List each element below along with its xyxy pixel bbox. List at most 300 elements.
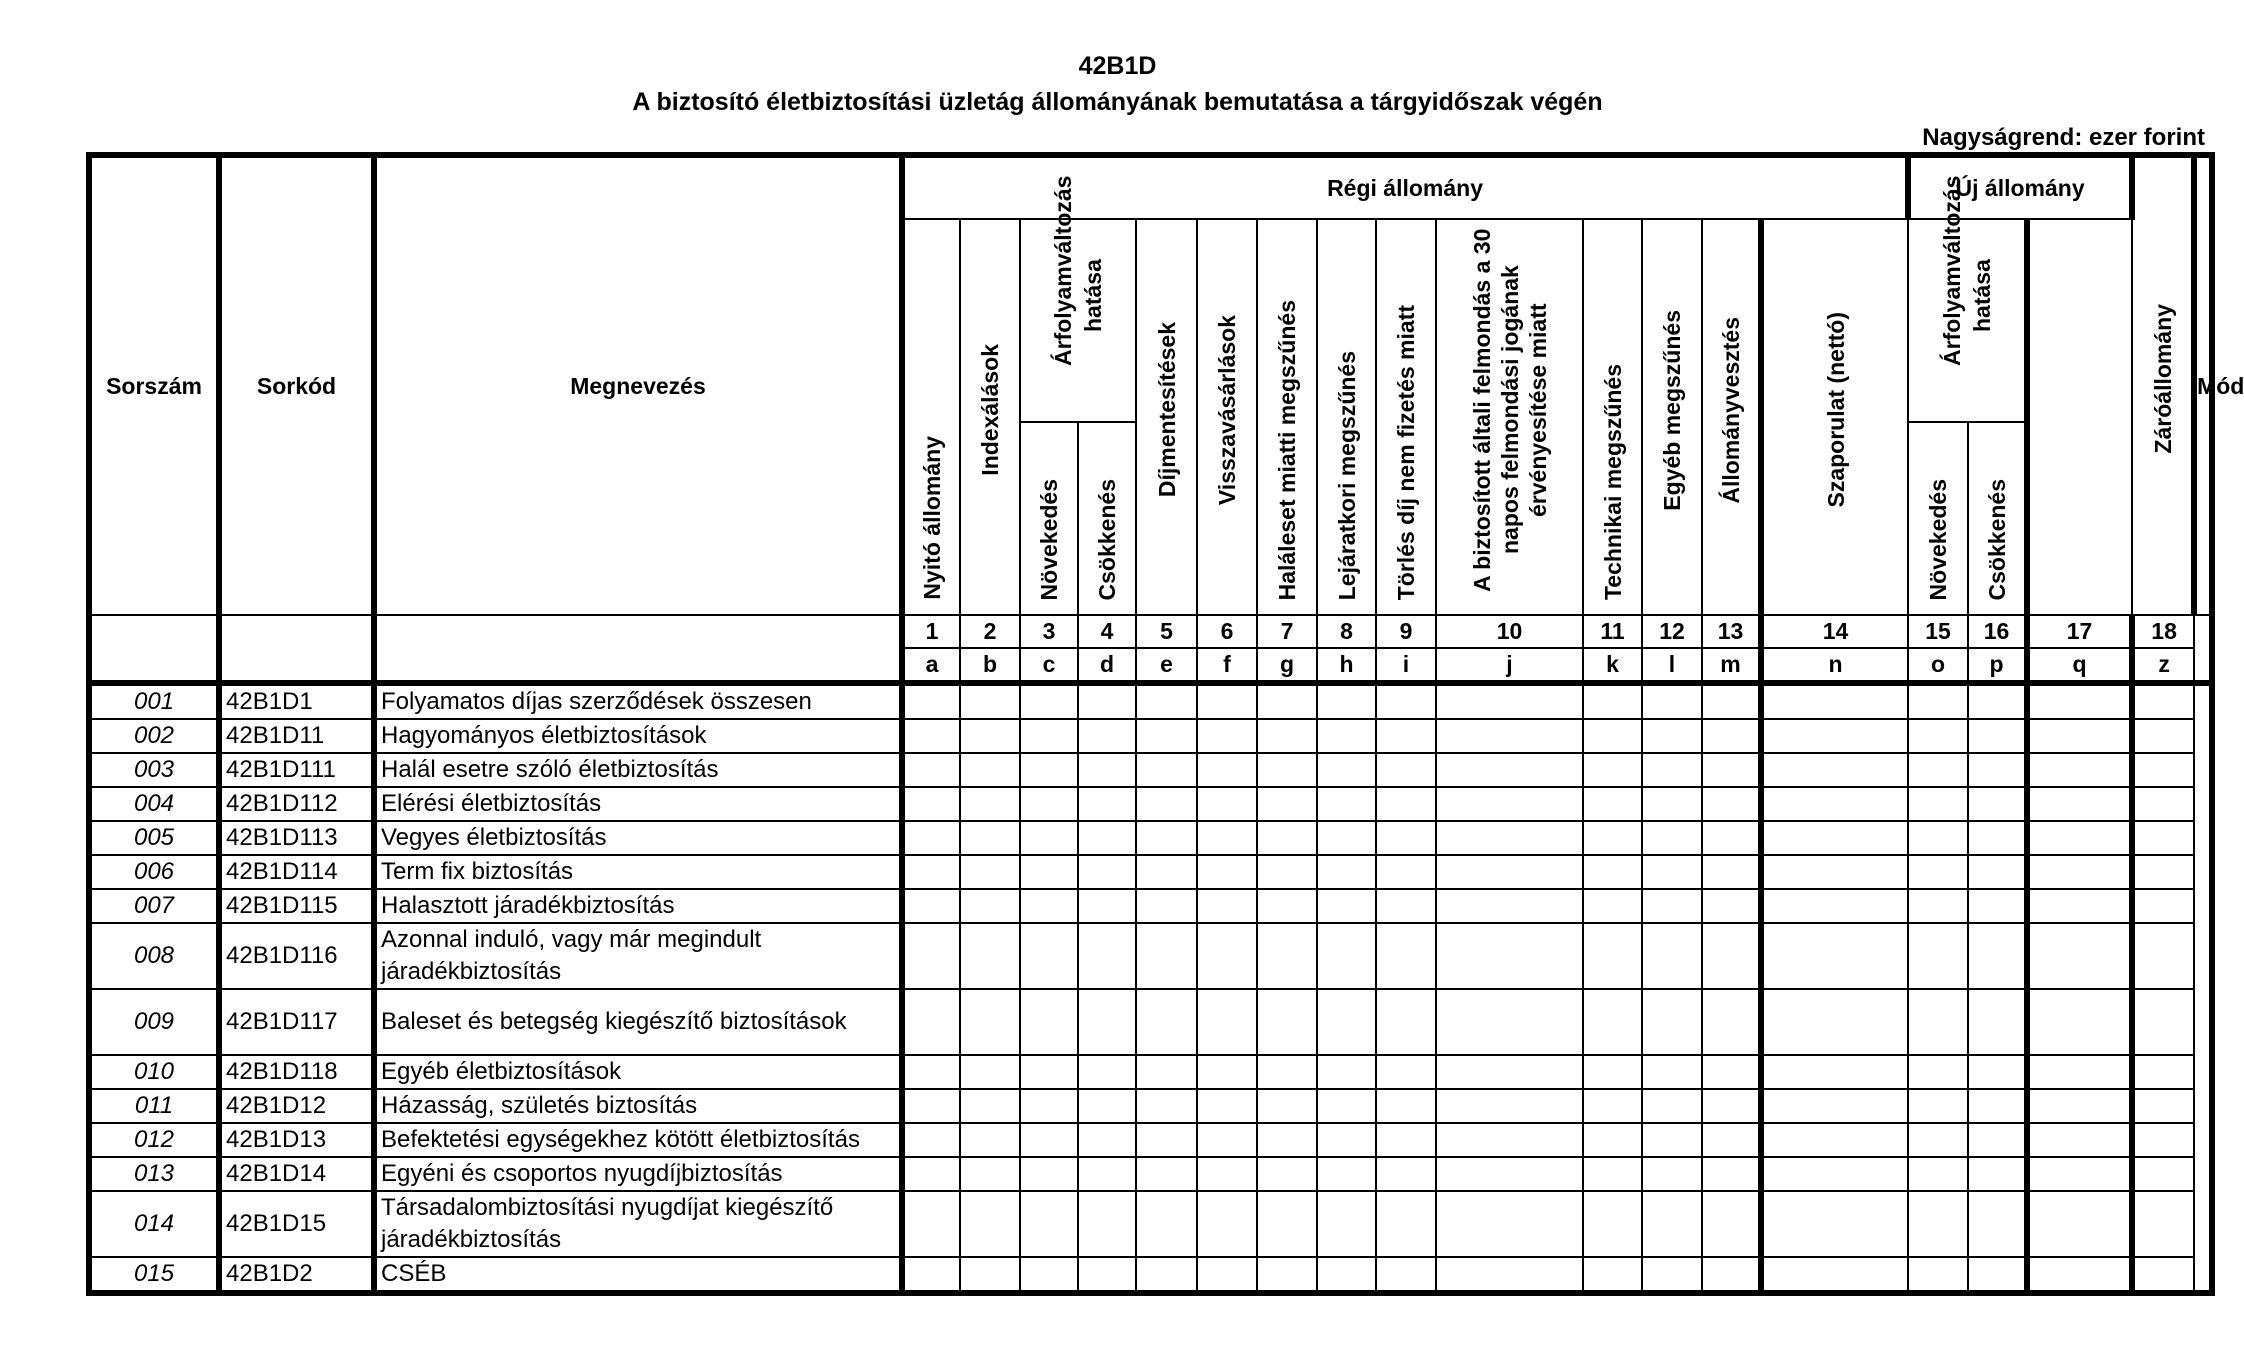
col-number: 16 [1968,615,2027,648]
data-cell[interactable] [1583,753,1642,787]
data-cell[interactable] [1908,787,1968,821]
data-cell[interactable] [1436,787,1583,821]
data-cell[interactable] [1761,1055,1908,1089]
data-cell[interactable] [2027,1191,2132,1257]
data-cell[interactable] [1761,1157,1908,1191]
data-cell[interactable] [1376,787,1436,821]
data-cell[interactable] [2027,753,2132,787]
data-cell[interactable] [1908,1157,1968,1191]
data-cell[interactable] [1078,1123,1136,1157]
row-megnevezes: Halasztott járadékbiztosítás [374,889,902,923]
data-cell[interactable] [1436,855,1583,889]
data-cell[interactable] [1020,1257,1078,1293]
data-cell[interactable] [2027,855,2132,889]
data-cell[interactable] [1761,1089,1908,1123]
data-cell[interactable] [902,719,960,753]
data-cell[interactable] [1761,1123,1908,1157]
data-cell[interactable] [1642,787,1702,821]
data-cell[interactable] [1583,1055,1642,1089]
data-cell[interactable] [1020,1191,1078,1257]
data-cell[interactable] [1136,1191,1197,1257]
data-cell[interactable] [1376,753,1436,787]
data-cell[interactable] [1317,1191,1376,1257]
data-cell[interactable] [1136,683,1197,719]
data-cell[interactable] [2027,1055,2132,1089]
data-cell[interactable] [2027,923,2132,989]
data-cell[interactable] [1908,1089,1968,1123]
data-cell[interactable] [1376,821,1436,855]
data-cell[interactable] [1968,923,2027,989]
data-cell[interactable] [1968,889,2027,923]
data-cell[interactable] [1257,753,1317,787]
data-cell[interactable] [1761,1257,1908,1293]
data-cell[interactable] [1702,855,1761,889]
data-cell[interactable] [1761,787,1908,821]
data-cell[interactable] [1020,1089,1078,1123]
data-cell[interactable] [1136,787,1197,821]
data-cell[interactable] [1020,1055,1078,1089]
data-cell[interactable] [1642,1123,1702,1157]
table-row [89,683,2212,719]
data-cell[interactable] [1197,1157,1257,1191]
data-cell[interactable] [1136,889,1197,923]
data-cell[interactable] [1376,1157,1436,1191]
data-cell[interactable] [1020,683,1078,719]
row-sorszam: 008 [89,923,219,989]
data-cell[interactable] [1136,989,1197,1055]
data-cell[interactable] [1583,683,1642,719]
data-cell[interactable] [1642,923,1702,989]
data-cell[interactable] [1583,989,1642,1055]
data-cell[interactable] [2132,787,2194,821]
data-cell[interactable] [1257,855,1317,889]
data-cell[interactable] [1908,753,1968,787]
data-cell[interactable] [2027,719,2132,753]
col-arfolyam-regi: Árfolyamváltozás hatása [1050,175,1106,366]
data-cell[interactable] [1583,889,1642,923]
data-cell[interactable] [1436,889,1583,923]
data-cell[interactable] [2132,855,2194,889]
data-cell[interactable] [1020,889,1078,923]
data-cell[interactable] [1702,821,1761,855]
data-cell[interactable] [1908,719,1968,753]
col-letter: a [902,648,960,683]
data-cell[interactable] [1257,1055,1317,1089]
data-cell[interactable] [1257,683,1317,719]
data-cell[interactable] [2027,821,2132,855]
data-cell[interactable] [1317,787,1376,821]
data-cell[interactable] [1136,719,1197,753]
data-cell[interactable] [1020,1123,1078,1157]
data-cell[interactable] [1436,1089,1583,1123]
data-cell[interactable] [2132,889,2194,923]
data-cell[interactable] [902,1257,960,1293]
data-cell[interactable] [1020,855,1078,889]
data-cell[interactable] [902,821,960,855]
data-cell[interactable] [1642,889,1702,923]
data-cell[interactable] [902,989,960,1055]
data-cell[interactable] [1317,1055,1376,1089]
data-cell[interactable] [1197,889,1257,923]
data-cell[interactable] [1197,1191,1257,1257]
data-cell[interactable] [2132,719,2194,753]
col-letter: e [1136,648,1197,683]
data-cell[interactable] [1317,923,1376,989]
data-cell[interactable] [1078,855,1136,889]
data-cell[interactable] [902,1123,960,1157]
data-cell[interactable] [1968,989,2027,1055]
data-cell[interactable] [1968,1191,2027,1257]
data-cell[interactable] [1642,1055,1702,1089]
data-cell[interactable] [1436,989,1583,1055]
data-cell[interactable] [1136,855,1197,889]
data-cell[interactable] [1968,683,2027,719]
data-cell[interactable] [1376,855,1436,889]
data-cell[interactable] [1436,1123,1583,1157]
data-cell[interactable] [960,1157,1020,1191]
data-cell[interactable] [1908,821,1968,855]
data-cell[interactable] [1197,923,1257,989]
data-cell[interactable] [1197,719,1257,753]
data-cell[interactable] [1257,719,1317,753]
data-cell[interactable] [1317,889,1376,923]
data-cell[interactable] [1317,855,1376,889]
table-row [89,889,2212,923]
data-cell[interactable] [960,989,1020,1055]
data-cell[interactable] [1583,1257,1642,1293]
data-cell[interactable] [960,1055,1020,1089]
data-cell[interactable] [1078,1157,1136,1191]
data-cell[interactable] [960,753,1020,787]
data-cell[interactable] [1078,753,1136,787]
data-cell[interactable] [902,855,960,889]
data-cell[interactable] [2132,1089,2194,1123]
data-cell[interactable] [2132,821,2194,855]
data-cell[interactable] [2132,1157,2194,1191]
col-letter: z [2132,648,2194,683]
data-cell[interactable] [1257,787,1317,821]
data-cell[interactable] [1136,1055,1197,1089]
data-cell[interactable] [1642,1157,1702,1191]
data-cell[interactable] [1020,989,1078,1055]
col-letter: h [1317,648,1376,683]
data-cell[interactable] [2132,923,2194,989]
data-cell[interactable] [1317,683,1376,719]
data-cell[interactable] [1020,923,1078,989]
data-cell[interactable] [1702,1089,1761,1123]
data-cell[interactable] [1702,1055,1761,1089]
data-cell[interactable] [1761,683,1908,719]
data-cell[interactable] [1257,1257,1317,1293]
data-cell[interactable] [1376,989,1436,1055]
row-megnevezes: Hagyományos életbiztosítások [374,719,902,753]
data-cell[interactable] [1642,855,1702,889]
data-cell[interactable] [1642,683,1702,719]
data-cell[interactable] [1376,683,1436,719]
data-cell[interactable] [1702,1123,1761,1157]
data-cell[interactable] [1317,1089,1376,1123]
data-cell[interactable] [1376,1257,1436,1293]
data-cell[interactable] [1583,1089,1642,1123]
table-row [89,719,2212,753]
data-cell[interactable] [1136,1123,1197,1157]
data-cell[interactable] [1761,855,1908,889]
data-cell[interactable] [1257,821,1317,855]
data-cell[interactable] [1078,1089,1136,1123]
data-cell[interactable] [1908,989,1968,1055]
data-cell[interactable] [1761,989,1908,1055]
data-cell[interactable] [1968,855,2027,889]
data-cell[interactable] [2027,1089,2132,1123]
row-sorkod: 42B1D113 [219,821,374,855]
data-cell[interactable] [1078,1055,1136,1089]
data-cell[interactable] [2132,753,2194,787]
data-cell[interactable] [1020,719,1078,753]
data-cell[interactable] [1436,821,1583,855]
data-cell[interactable] [1908,1257,1968,1293]
data-cell[interactable] [1078,683,1136,719]
data-cell[interactable] [1197,821,1257,855]
data-cell[interactable] [1761,923,1908,989]
data-cell[interactable] [1136,753,1197,787]
data-cell[interactable] [1197,787,1257,821]
data-cell[interactable] [1197,683,1257,719]
data-cell[interactable] [1908,923,1968,989]
data-cell[interactable] [902,787,960,821]
data-cell[interactable] [2027,889,2132,923]
data-cell[interactable] [1257,989,1317,1055]
data-cell[interactable] [1436,683,1583,719]
data-cell[interactable] [960,1257,1020,1293]
data-cell[interactable] [1968,719,2027,753]
data-cell[interactable] [1702,1157,1761,1191]
table-row [89,989,2212,1055]
data-cell[interactable] [960,855,1020,889]
data-cell[interactable] [960,889,1020,923]
data-cell[interactable] [1702,1257,1761,1293]
col-letter: c [1020,648,1078,683]
data-cell[interactable] [1436,1055,1583,1089]
data-cell[interactable] [1702,787,1761,821]
data-cell[interactable] [1197,1123,1257,1157]
data-cell[interactable] [1078,1191,1136,1257]
data-cell[interactable] [1761,821,1908,855]
data-cell[interactable] [2132,1123,2194,1157]
data-cell[interactable] [2132,683,2194,719]
data-cell[interactable] [1702,719,1761,753]
col-number: 10 [1436,615,1583,648]
spacer-letter-sorkod [219,648,374,683]
row-megnevezes: Baleset és betegség kiegészítő biztosítások [374,989,902,1055]
data-cell[interactable] [1908,855,1968,889]
data-cell[interactable] [1317,989,1376,1055]
data-cell[interactable] [1436,719,1583,753]
data-cell[interactable] [1968,787,2027,821]
data-cell[interactable] [1257,1157,1317,1191]
data-cell[interactable] [1317,753,1376,787]
data-cell[interactable] [1020,1157,1078,1191]
data-cell[interactable] [1436,923,1583,989]
data-cell[interactable] [1642,1257,1702,1293]
data-cell[interactable] [2027,1157,2132,1191]
data-cell[interactable] [902,1089,960,1123]
data-cell[interactable] [1908,1055,1968,1089]
data-cell[interactable] [1078,787,1136,821]
data-cell[interactable] [1376,1191,1436,1257]
data-cell[interactable] [960,787,1020,821]
data-cell[interactable] [1020,821,1078,855]
data-cell[interactable] [1436,753,1583,787]
data-cell[interactable] [1317,821,1376,855]
data-cell[interactable] [1968,1157,2027,1191]
data-cell[interactable] [960,1123,1020,1157]
data-cell[interactable] [1136,1157,1197,1191]
data-cell[interactable] [2132,989,2194,1055]
data-cell[interactable] [1908,889,1968,923]
data-cell[interactable] [1702,1191,1761,1257]
data-cell[interactable] [1078,989,1136,1055]
data-cell[interactable] [902,1191,960,1257]
data-cell[interactable] [1257,1123,1317,1157]
data-cell[interactable] [1968,821,2027,855]
data-cell[interactable] [1761,889,1908,923]
data-cell[interactable] [1968,753,2027,787]
data-cell[interactable] [1761,719,1908,753]
col-number: 12 [1642,615,1702,648]
data-cell[interactable] [1761,1191,1908,1257]
data-cell[interactable] [1642,1191,1702,1257]
data-cell[interactable] [1583,855,1642,889]
data-cell[interactable] [1436,1157,1583,1191]
data-cell[interactable] [1078,889,1136,923]
data-cell[interactable] [902,923,960,989]
data-cell[interactable] [1376,1055,1436,1089]
col-halal: Haláleset miatti megszűnés [1274,299,1300,600]
data-cell[interactable] [1436,1191,1583,1257]
data-cell[interactable] [902,1157,960,1191]
data-cell[interactable] [1197,1055,1257,1089]
data-cell[interactable] [1257,1089,1317,1123]
data-cell[interactable] [1257,889,1317,923]
data-cell[interactable] [2027,989,2132,1055]
data-cell[interactable] [1642,989,1702,1055]
data-cell[interactable] [902,683,960,719]
data-cell[interactable] [1078,923,1136,989]
data-cell[interactable] [1197,753,1257,787]
data-cell[interactable] [1020,787,1078,821]
col-egyeb: Egyéb megszűnés [1659,309,1685,511]
data-cell[interactable] [2027,1257,2132,1293]
data-cell[interactable] [2027,787,2132,821]
col-lejarat: Lejáratkori megszűnés [1333,350,1360,600]
data-cell[interactable] [1136,821,1197,855]
col-letter: j [1436,648,1583,683]
data-cell[interactable] [1136,1257,1197,1293]
data-cell[interactable] [1257,923,1317,989]
data-cell[interactable] [1257,1191,1317,1257]
data-cell[interactable] [1583,787,1642,821]
data-cell[interactable] [960,1089,1020,1123]
data-cell[interactable] [1642,719,1702,753]
data-cell[interactable] [1317,719,1376,753]
data-cell[interactable] [1583,1157,1642,1191]
table-row [89,1089,2212,1123]
data-cell[interactable] [2132,1055,2194,1089]
data-cell[interactable] [1136,1089,1197,1123]
data-cell[interactable] [1761,753,1908,787]
data-cell[interactable] [1436,1257,1583,1293]
data-cell[interactable] [1908,683,1968,719]
data-cell[interactable] [1078,821,1136,855]
col-letter: m [1702,648,1761,683]
data-cell[interactable] [2027,1123,2132,1157]
data-cell[interactable] [1583,719,1642,753]
data-cell[interactable] [1376,1089,1436,1123]
data-cell[interactable] [1197,1257,1257,1293]
data-cell[interactable] [1078,719,1136,753]
data-cell[interactable] [1583,1123,1642,1157]
data-cell[interactable] [1702,753,1761,787]
data-cell[interactable] [1702,989,1761,1055]
data-cell[interactable] [1642,1089,1702,1123]
data-cell[interactable] [1376,719,1436,753]
data-cell[interactable] [960,821,1020,855]
table-row [89,753,2212,787]
col-number: 2 [960,615,1020,648]
data-cell[interactable] [1968,1089,2027,1123]
data-cell[interactable] [960,923,1020,989]
data-cell[interactable] [1702,923,1761,989]
data-cell[interactable] [1908,1191,1968,1257]
col-torles: Törlés díj nem fizetés miatt [1393,304,1419,600]
data-cell[interactable] [1583,1191,1642,1257]
data-cell[interactable] [1020,753,1078,787]
data-cell[interactable] [1702,889,1761,923]
data-cell[interactable] [1583,923,1642,989]
data-cell[interactable] [1376,889,1436,923]
data-cell[interactable] [1702,683,1761,719]
data-cell[interactable] [1078,1257,1136,1293]
data-cell[interactable] [1376,923,1436,989]
data-cell[interactable] [902,1055,960,1089]
data-cell[interactable] [902,889,960,923]
data-cell[interactable] [1968,1123,2027,1157]
data-cell[interactable] [1197,989,1257,1055]
data-cell[interactable] [1317,1123,1376,1157]
data-cell[interactable] [960,1191,1020,1257]
data-cell[interactable] [960,719,1020,753]
data-cell[interactable] [902,753,960,787]
data-cell[interactable] [1583,821,1642,855]
data-cell[interactable] [1136,923,1197,989]
data-cell[interactable] [1642,821,1702,855]
data-cell[interactable] [1317,1157,1376,1191]
col-number: 13 [1702,615,1761,648]
data-cell[interactable] [1197,1089,1257,1123]
data-cell[interactable] [1908,1123,1968,1157]
data-cell[interactable] [960,683,1020,719]
data-cell[interactable] [1968,1257,2027,1293]
data-cell[interactable] [1317,1257,1376,1293]
data-cell[interactable] [1197,855,1257,889]
data-cell[interactable] [2132,1191,2194,1257]
data-cell[interactable] [1376,1123,1436,1157]
table-row [89,821,2212,855]
data-cell[interactable] [2027,683,2132,719]
data-cell[interactable] [2132,1257,2194,1293]
data-cell[interactable] [1642,753,1702,787]
data-cell[interactable] [1968,1055,2027,1089]
